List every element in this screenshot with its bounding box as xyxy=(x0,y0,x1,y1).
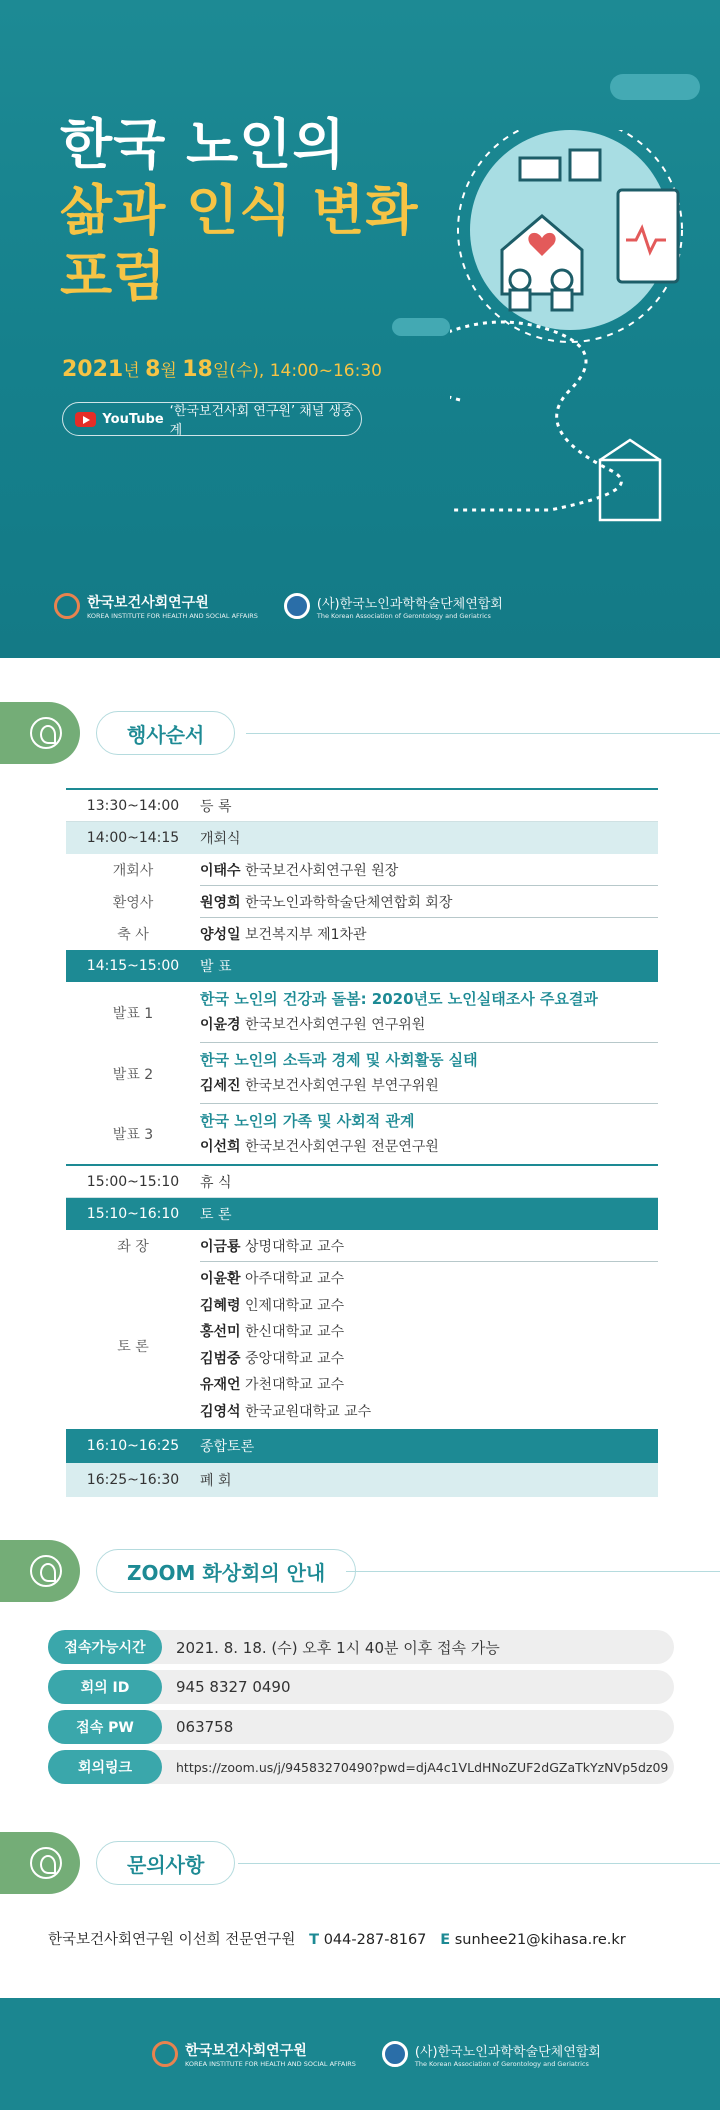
contact-phone[interactable]: 044-287-8167 xyxy=(323,1932,427,1948)
section-title: 문의사항 xyxy=(96,1841,235,1885)
youtube-stream-badge[interactable]: YouTube ‘한국보건사회 연구원’ 채널 생중계 xyxy=(62,402,362,436)
event-date: 2021년 8월 18일(수), 14:00~16:30 xyxy=(62,357,382,382)
contact-section-header xyxy=(0,1832,720,1894)
table-row: 13:30~14:00 등 록 xyxy=(66,790,658,822)
kagg-logo[interactable]: (사)한국노인과학학술단체연합회 The Korean Association of Gerontology and Geriatrics xyxy=(284,593,503,620)
section-title: 행사순서 xyxy=(96,711,235,755)
forum-title: 한국 노인의 삶과 인식 변화 포럼 xyxy=(60,113,419,308)
table-row: 환영사 원영희 한국노인과학학술단체연합회 회장 xyxy=(66,886,658,918)
kagg-logo[interactable]: (사)한국노인과학학술단체연합회 The Korean Association of Gerontology and Geriatrics xyxy=(382,2041,601,2068)
footer xyxy=(0,1998,720,2110)
section-divider xyxy=(346,1571,720,1572)
schedule-section-header xyxy=(0,702,720,764)
table-row: 14:15~15:00 발 표 xyxy=(66,950,658,982)
section-divider xyxy=(238,1863,720,1864)
table-row: 15:10~16:10 토 론 xyxy=(66,1198,658,1230)
kagg-mark-icon xyxy=(382,2041,408,2067)
head-speech-icon xyxy=(30,1555,62,1587)
hero-banner xyxy=(0,0,720,658)
head-speech-icon xyxy=(30,1847,62,1879)
cloud-decoration xyxy=(392,318,450,336)
section-divider xyxy=(246,733,720,734)
zoom-row: 회의 ID 945 8327 0490 xyxy=(48,1670,674,1704)
organizer-logos xyxy=(54,592,503,620)
youtube-icon xyxy=(75,412,96,427)
kagg-mark-icon xyxy=(284,593,310,619)
section-title: ZOOM 화상회의 안내 xyxy=(96,1549,356,1593)
section-tab xyxy=(0,1540,80,1602)
zoom-meeting-link[interactable]: https://zoom.us/j/94583270490?pwd=djA4c1VLdHNoZUF2dGZaTkYzNVp5dz09 xyxy=(176,1759,669,1775)
table-row: 축 사 양성일 보건복지부 제1차관 xyxy=(117,927,367,943)
cloud-decoration xyxy=(610,74,700,100)
table-row: 개회사 이태수 한국보건사회연구원 원장 xyxy=(66,854,658,886)
presentation-row: 발표 2 한국 노인의 소득과 경제 및 사회활동 실태 김세진 한국보건사회연구원 부연구위원 xyxy=(66,1043,658,1104)
presentation-row: 발표 3 한국 노인의 가족 및 사회적 관계 이선희 한국보건사회연구원 전문연구원 xyxy=(66,1104,658,1166)
table-row: 16:10~16:25 종합토론 xyxy=(66,1429,658,1463)
schedule-table xyxy=(66,788,658,1497)
discussion-panel: 토 론 이윤환 아주대학교 교수 김혜령 인제대학교 교수 홍선미 한신대학교 교수 김범중 중앙대학교 교수 유재언 가천대학교 교수 김영석 한국교원대학교 교수 xyxy=(117,1271,372,1420)
zoom-section-header xyxy=(0,1540,720,1602)
kihasa-mark-icon xyxy=(54,593,80,619)
zoom-row: 회의링크 https://zoom.us/j/94583270490?pwd=djA4c1VLdHNoZUF2dGZaTkYzNVp5dz09 xyxy=(48,1750,674,1784)
table-row: 좌 장 이금룡 상명대학교 교수 xyxy=(66,1230,658,1262)
organizer-logos xyxy=(152,2040,601,2068)
contact-email[interactable]: sunhee21@kihasa.re.kr xyxy=(454,1932,626,1948)
contact-info: 한국보건사회연구원 이선희 전문연구원 T 044-287-8167 E sunhee21@kihasa.re.kr xyxy=(48,1932,626,1948)
section-tab xyxy=(0,702,80,764)
kihasa-mark-icon xyxy=(152,2041,178,2067)
head-speech-icon xyxy=(30,717,62,749)
section-tab xyxy=(0,1832,80,1894)
table-row: 15:00~15:10 휴 식 xyxy=(66,1166,658,1198)
zoom-row: 접속가능시간 2021. 8. 18. (수) 오후 1시 40분 이후 접속 가능 xyxy=(48,1630,674,1664)
zoom-row: 접속 PW 063758 xyxy=(48,1710,674,1744)
kihasa-logo[interactable]: 한국보건사회연구원 KOREA INSTITUTE FOR HEALTH AND SOCIAL AFFAIRS xyxy=(54,592,258,620)
hero-illustration-icon xyxy=(450,130,700,570)
zoom-info xyxy=(48,1630,674,1790)
table-row: 14:00~14:15 개회식 xyxy=(66,822,658,854)
kihasa-logo[interactable]: 한국보건사회연구원 KOREA INSTITUTE FOR HEALTH AND SOCIAL AFFAIRS xyxy=(152,2040,356,2068)
presentation-row: 발표 1 한국 노인의 건강과 돌봄: 2020년도 노인실태조사 주요결과 이윤경 한국보건사회연구원 연구위원 xyxy=(66,982,658,1043)
table-row: 16:25~16:30 폐 회 xyxy=(66,1463,658,1497)
